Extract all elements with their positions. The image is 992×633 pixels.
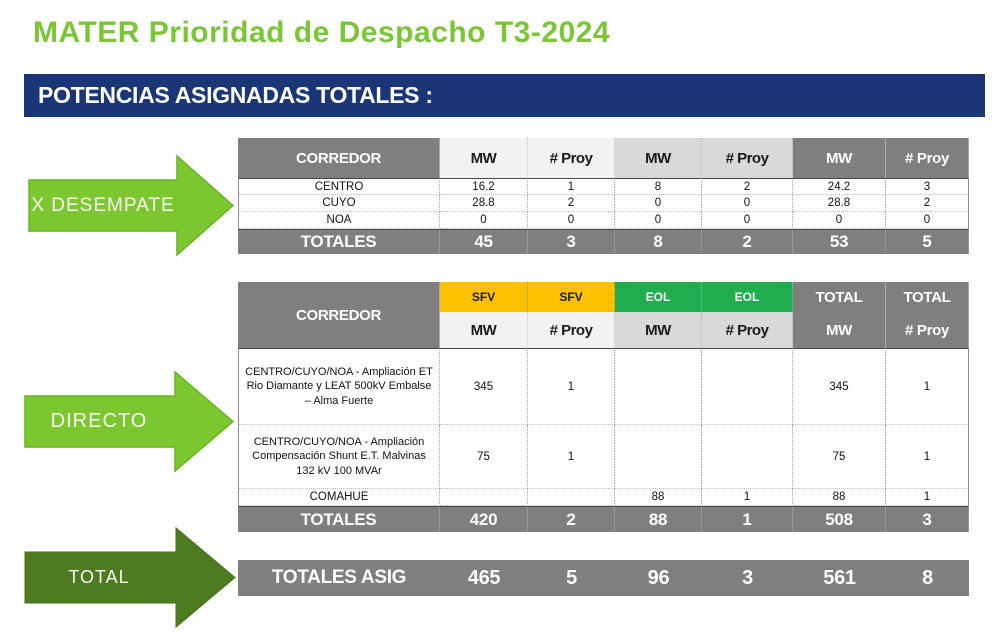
group-header-sfv: SFV — [528, 282, 615, 312]
body-cell: 1 — [528, 425, 615, 489]
row-label: NOA — [238, 212, 440, 229]
body-cell: 0 — [702, 195, 793, 212]
body-cell — [528, 489, 615, 506]
column-header-proy-eol: # Proy — [702, 312, 793, 348]
column-header-mw-sfv: MW — [440, 312, 528, 348]
arrow-x-desempate-label: X DESEMPATE — [31, 194, 175, 216]
body-cell — [702, 348, 793, 425]
body-cell: 0 — [793, 212, 886, 229]
section-banner-text: POTENCIAS ASIGNADAS TOTALES : — [38, 82, 433, 108]
body-cell: 88 — [615, 489, 702, 506]
column-header-proy-sfv: # Proy — [528, 138, 615, 178]
grand-total-label: TOTALES ASIG — [271, 567, 407, 588]
row-label: CENTRO — [238, 178, 440, 195]
grand-total-cell: 96 — [647, 566, 670, 589]
column-header-proy-total: # Proy — [886, 138, 969, 178]
column-header-proy-total: # Proy — [886, 312, 969, 348]
totals-cell: 2 — [702, 229, 793, 254]
row-label: COMAHUE — [238, 489, 440, 506]
body-cell: 28.8 — [793, 195, 886, 212]
row-label: CENTRO/CUYO/NOA - Ampliación ET Rio Diamante y LEAT 500kV Embalse – Alma Fuerte — [238, 348, 440, 425]
totals-row-label: TOTALES — [238, 229, 440, 254]
body-cell: 2 — [528, 195, 615, 212]
arrow-total-label: TOTAL — [68, 567, 130, 587]
totals-cell: 53 — [793, 229, 886, 254]
body-cell: 16.2 — [440, 178, 528, 195]
column-header-mw-sfv: MW — [440, 138, 528, 178]
body-cell: 0 — [615, 212, 702, 229]
arrow-directo-label: DIRECTO — [50, 410, 148, 432]
body-cell: 8 — [615, 178, 702, 195]
totals-row-label: TOTALES — [238, 506, 440, 532]
group-header-eol: EOL — [615, 282, 702, 312]
group-header-sfv: SFV — [440, 282, 528, 312]
column-header-mw-total: MW — [793, 138, 886, 178]
totals-cell: 3 — [886, 506, 969, 532]
row-label: CUYO — [238, 195, 440, 212]
totals-cell: 2 — [528, 506, 615, 532]
body-cell: 0 — [702, 212, 793, 229]
column-header-mw-eol: MW — [615, 312, 702, 348]
column-header-proy-sfv: # Proy — [528, 312, 615, 348]
body-cell: 28.8 — [440, 195, 528, 212]
body-cell: 0 — [615, 195, 702, 212]
body-cell: 345 — [793, 348, 886, 425]
column-header-mw-total: MW — [793, 312, 886, 348]
totals-cell: 508 — [793, 506, 886, 532]
totals-cell: 8 — [615, 229, 702, 254]
grand-total-cell: 5 — [566, 566, 577, 589]
directo-table — [238, 282, 969, 532]
page-title: MATER Prioridad de Despacho T3-2024 — [33, 16, 611, 49]
body-cell — [615, 348, 702, 425]
body-cell: 0 — [528, 212, 615, 229]
group-header-total: TOTAL — [793, 282, 886, 312]
body-cell: 24.2 — [793, 178, 886, 195]
body-cell: 1 — [702, 489, 793, 506]
section-banner — [24, 74, 985, 117]
body-cell: 2 — [886, 195, 969, 212]
grand-total-cell: 3 — [742, 566, 753, 589]
body-cell: 345 — [440, 348, 528, 425]
group-header-total: TOTAL — [886, 282, 969, 312]
body-cell: 1 — [886, 348, 969, 425]
body-cell: 1 — [886, 425, 969, 489]
body-cell: 88 — [793, 489, 886, 506]
totals-cell: 1 — [702, 506, 793, 532]
corredor-header-cell: CORREDOR — [238, 282, 440, 348]
desempate-table — [238, 138, 969, 254]
totals-cell: 420 — [440, 506, 528, 532]
arrow-total — [24, 524, 237, 631]
row-label: CENTRO/CUYO/NOA - Ampliación Compensación Shunt E.T. Malvinas 132 kV 100 MVAr — [238, 425, 440, 489]
corredor-header-cell: CORREDOR — [238, 138, 440, 178]
body-cell: 0 — [440, 212, 528, 229]
body-cell: 2 — [702, 178, 793, 195]
column-header-mw-eol: MW — [615, 138, 702, 178]
body-cell: 1 — [886, 489, 969, 506]
group-header-eol: EOL — [702, 282, 793, 312]
body-cell: 0 — [886, 212, 969, 229]
grand-total-cell: 465 — [467, 566, 501, 589]
body-cell — [615, 425, 702, 489]
body-cell: 75 — [440, 425, 528, 489]
grand-total-cell: 8 — [922, 566, 933, 589]
totals-cell: 88 — [615, 506, 702, 532]
body-cell: 75 — [793, 425, 886, 489]
grand-total-bar — [238, 560, 969, 596]
body-cell — [440, 489, 528, 506]
totals-cell: 3 — [528, 229, 615, 254]
arrow-directo — [24, 368, 235, 475]
grand-total-cell: 561 — [823, 566, 856, 589]
body-cell: 1 — [528, 178, 615, 195]
arrow-x-desempate — [28, 152, 235, 259]
totals-cell: 5 — [886, 229, 969, 254]
body-cell: 3 — [886, 178, 969, 195]
body-cell — [702, 425, 793, 489]
column-header-proy-eol: # Proy — [702, 138, 793, 178]
totals-cell: 45 — [440, 229, 528, 254]
body-cell: 1 — [528, 348, 615, 425]
